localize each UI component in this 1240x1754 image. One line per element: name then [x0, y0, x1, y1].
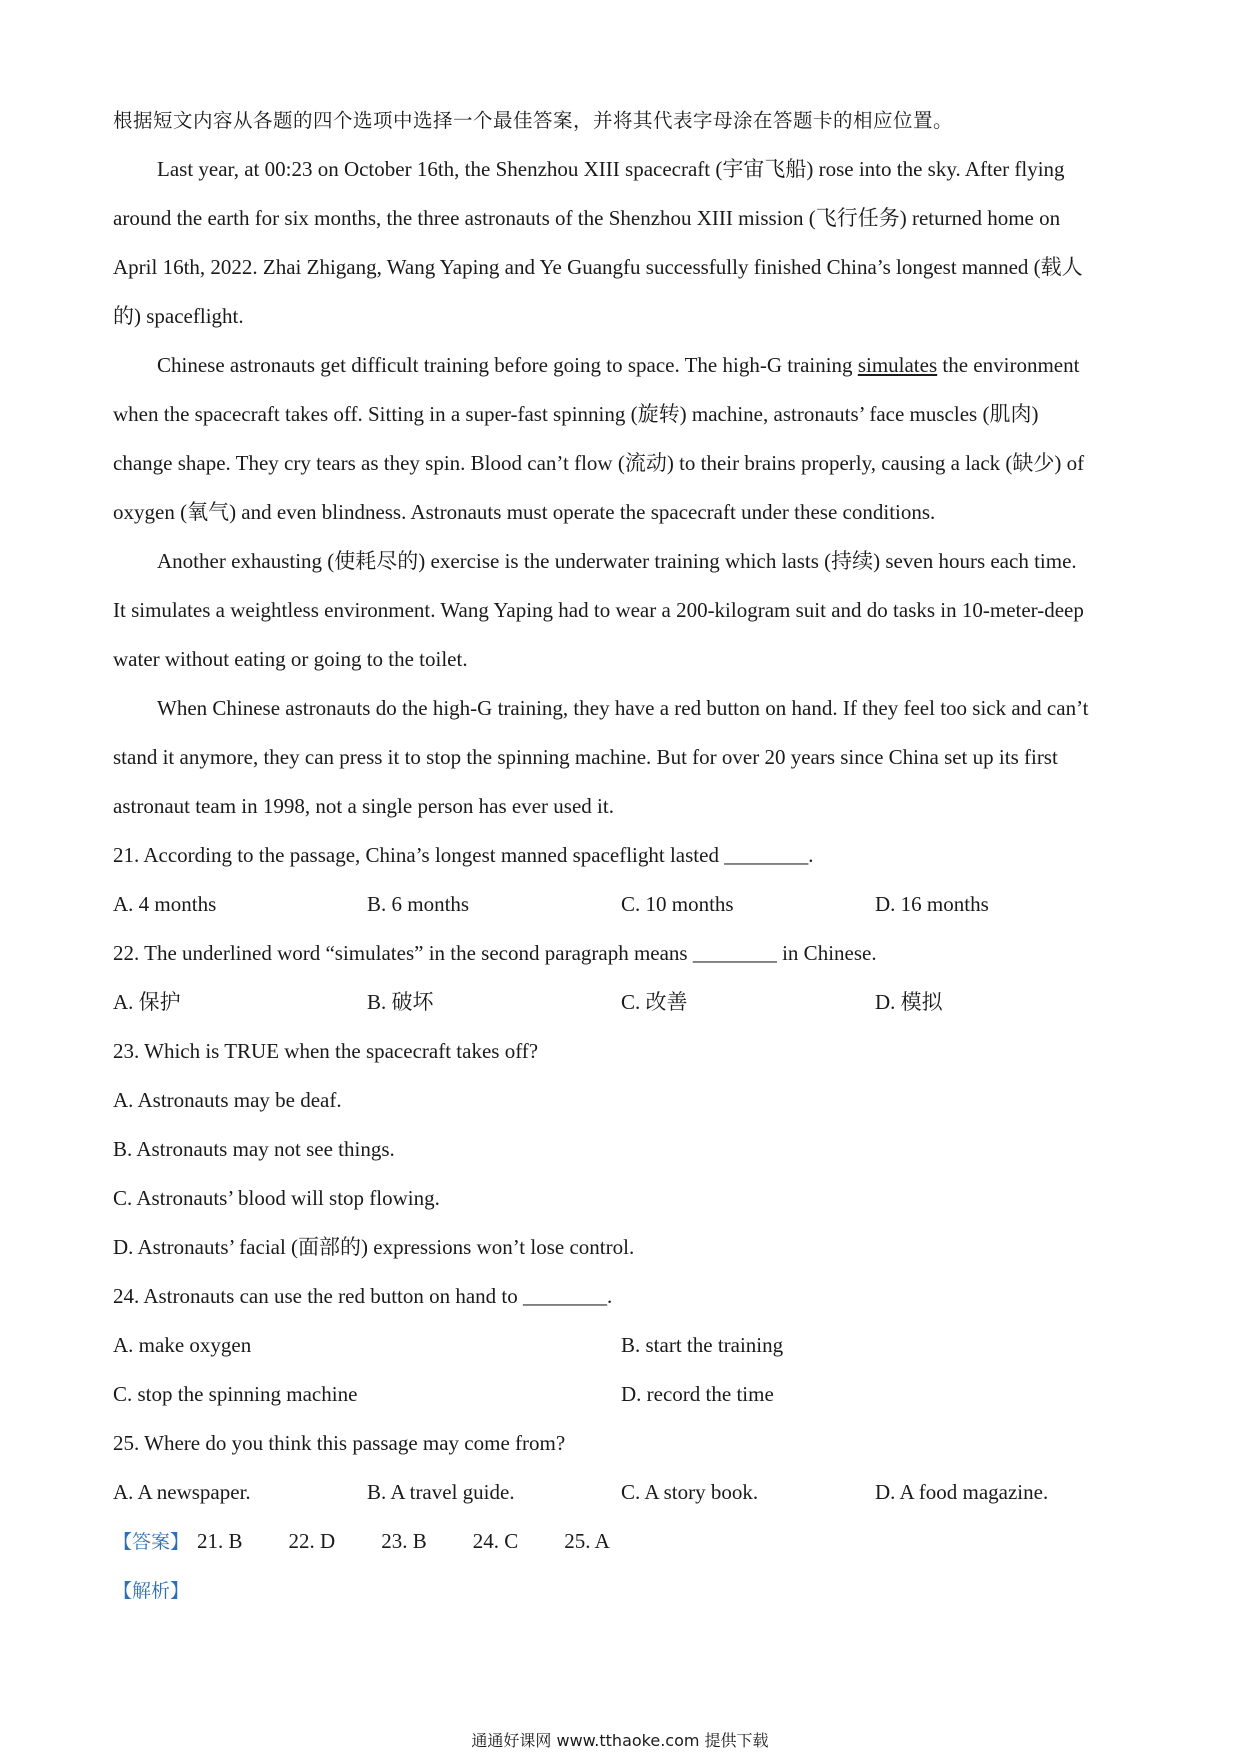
passage-p2-line2: when the spacecraft takes off. Sitting in a super-fast spinning (旋转) machine, astronauts’ face muscles (肌肉) — [113, 402, 1039, 426]
passage-p4-line2: stand it anymore, they can press it to stop the spinning machine. But for over 20 years since China set up its first — [113, 745, 1058, 769]
answer-item: 22. D — [288, 1529, 336, 1553]
answer-label: 【答案】 — [113, 1531, 190, 1553]
answer-item: 21. B — [197, 1529, 243, 1553]
question-23-option-b: B. Astronauts may not see things. — [113, 1137, 395, 1161]
option-a: A. make oxygen — [113, 1333, 252, 1357]
answer-item: 23. B — [381, 1529, 427, 1553]
passage-p2-line3: change shape. They cry tears as they spin. Blood can’t flow (流动) to their brains properly, causing a lack (缺少) of — [113, 451, 1085, 475]
passage-p1-line1: Last year, at 00:23 on October 16th, the Shenzhou XIII spacecraft (宇宙飞船) rose into the sky. After flying — [157, 157, 1065, 181]
option-b: B. 破坏 — [367, 990, 434, 1014]
question-25-stem: 25. Where do you think this passage may come from? — [113, 1431, 566, 1455]
passage-p1-line3: April 16th, 2022. Zhai Zhigang, Wang Yaping and Ye Guangfu successfully finished China’s longest manned (载人 — [113, 255, 1083, 279]
question-24-options-row1 — [113, 1321, 1133, 1370]
option-d: D. record the time — [621, 1382, 774, 1406]
question-21-options — [113, 880, 1133, 929]
question-23-option-d: D. Astronauts’ facial (面部的) expressions won’t lose control. — [113, 1235, 635, 1259]
analysis-label: 【解析】 — [113, 1580, 190, 1602]
option-b: B. A travel guide. — [367, 1480, 515, 1504]
option-c: C. stop the spinning machine — [113, 1382, 358, 1406]
option-a: A. A newspaper. — [113, 1480, 251, 1504]
question-22-stem: 22. The underlined word “simulates” in the second paragraph means ________ in Chinese. — [113, 941, 877, 965]
option-a: A. 4 months — [113, 892, 217, 916]
question-25-options — [113, 1468, 1133, 1517]
question-24-stem: 24. Astronauts can use the red button on hand to ________. — [113, 1284, 613, 1308]
option-d: D. A food magazine. — [875, 1480, 1049, 1504]
passage-p1-line2: around the earth for six months, the three astronauts of the Shenzhou XIII mission (飞行任务) returned home on — [113, 206, 1061, 230]
answer-item: 24. C — [472, 1529, 519, 1553]
answer-line — [113, 1517, 1133, 1566]
passage-p1-line4: 的) spaceflight. — [113, 304, 244, 328]
option-c: C. A story book. — [621, 1480, 759, 1504]
question-22-options — [113, 978, 1133, 1027]
option-a: A. 保护 — [113, 990, 181, 1014]
option-c: C. 10 months — [621, 892, 734, 916]
question-24-options-row2 — [113, 1370, 1133, 1419]
option-b: B. 6 months — [367, 892, 470, 916]
passage-p2-line1-post: the environment — [937, 353, 1080, 377]
passage-p4-line1: When Chinese astronauts do the high-G training, they have a red button on hand. If they feel too sick and can’t — [157, 696, 1089, 720]
footer-text: 通通好课网 www.tthaoke.com 提供下载 — [471, 1731, 769, 1750]
analysis-line — [113, 1566, 1133, 1615]
option-d: D. 16 months — [875, 892, 989, 916]
question-23-option-a: A. Astronauts may be deaf. — [113, 1088, 342, 1112]
underlined-word-simulates: simulates — [857, 353, 938, 377]
question-21-stem: 21. According to the passage, China’s longest manned spaceflight lasted ________. — [113, 843, 814, 867]
option-d: D. 模拟 — [875, 990, 943, 1014]
question-23-option-c: C. Astronauts’ blood will stop flowing. — [113, 1186, 440, 1210]
answer-item: 25. A — [564, 1529, 610, 1553]
passage-p3-line3: water without eating or going to the toilet. — [113, 647, 468, 671]
passage-p2-line4: oxygen (氧气) and even blindness. Astronauts must operate the spacecraft under these conditions. — [113, 500, 936, 524]
passage-p3-line2: It simulates a weightless environment. Wang Yaping had to wear a 200-kilogram suit and do tasks in 10-meter-deep — [113, 598, 1084, 622]
document-page — [113, 0, 1133, 1615]
option-b: B. start the training — [621, 1333, 784, 1357]
passage-p2-line1-pre: Chinese astronauts get difficult training before going to space. The high-G training — [157, 353, 858, 377]
question-23-stem: 23. Which is TRUE when the spacecraft takes off? — [113, 1039, 539, 1063]
passage-p3-line1: Another exhausting (使耗尽的) exercise is the underwater training which lasts (持续) seven hours each time. — [157, 549, 1077, 573]
passage-p2-line1 — [113, 341, 1133, 390]
instruction-text: 根据短文内容从各题的四个选项中选择一个最佳答案，并将其代表字母涂在答题卡的相应位置。 — [113, 109, 954, 132]
option-c: C. 改善 — [621, 990, 688, 1014]
passage-p4-line3: astronaut team in 1998, not a single person has ever used it. — [113, 794, 614, 818]
